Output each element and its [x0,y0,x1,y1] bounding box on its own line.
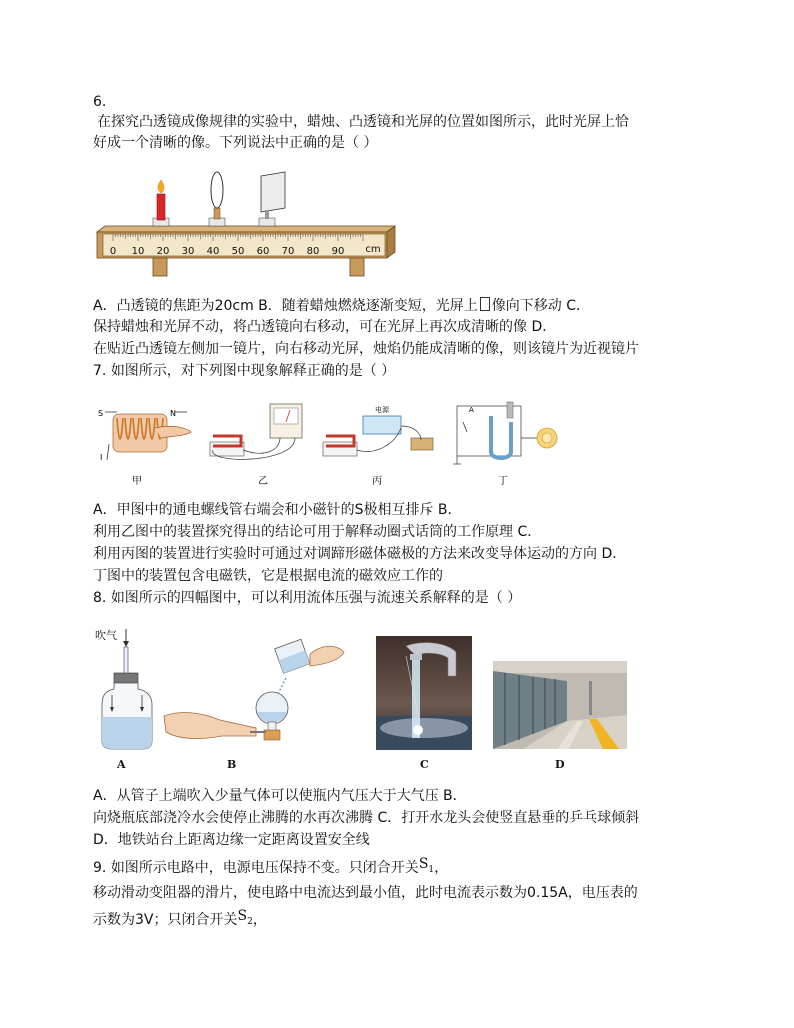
q9-stem-line3-text: 示数为3V；只闭合开关 [93,912,238,928]
q6-stem-line2: 好成一个清晰的像。下列说法中正确的是（ ） [93,135,378,151]
ruler-label-20: 20 [156,246,170,257]
bench-leg-right [350,258,364,276]
q8-stem [93,588,521,608]
power-supply-label: 电源 [375,406,389,414]
q6-options-line1-a: A．凸透镜的焦距为20cm B．随着蜡烛燃烧逐渐变短，光屏上 [93,298,478,314]
q8-figure-c-faucet-photo [376,636,472,750]
q6-options-line2: 保持蜡烛和光屏不动，将凸透镜向右移动，可在光屏上再次成清晰的像 D． [93,319,557,335]
q6-optical-bench-figure [95,170,405,280]
bench-top [97,226,395,232]
jia-label-s: S [98,409,104,418]
q6-options-line1 [93,296,590,316]
fig-label-bing: 丙 [372,476,382,487]
fig-label-jia: 甲 [132,476,142,487]
q8-figure-b-flask [160,636,360,752]
ruler-label-60: 60 [256,246,270,257]
q8-options-line3: D．地铁站台上距离边缘一定距离设置安全线 [93,832,370,848]
q8-figure-d-subway-photo [493,661,627,749]
ruler-label-10: 10 [131,246,145,257]
ding-label-a: A [469,406,474,414]
q7-options-line1: A．甲图中的通电螺线管右端会和小磁针的S极相互排斥 B． [93,502,462,518]
fig-label-d: D [555,758,565,771]
q7-stem-text: 如图所示，对下列图中现象解释正确的是（ ） [110,363,396,379]
q9-switch-s2 [237,908,253,927]
q7-figures [95,398,565,490]
q7-number: 7. [93,363,107,379]
bench-leg-left [153,258,167,276]
q8-options-line1: A．从管子上端吹入少量气体可以使瓶内气压大于大气压 B． [93,788,467,804]
q9-stem-line1-text: 如图所示电路中，电源电压保持不变。只闭合开关 [110,860,419,876]
ruler-label-0: 0 [109,246,117,257]
q7-options-line2: 利用乙图中的装置探究得出的结论可用于解释动圈式话筒的工作原理 C． [93,524,542,540]
fig-label-a: A [117,758,126,771]
q9-s1-letter: S [418,856,429,872]
candle [153,180,169,226]
q9-stem-line3 [93,910,267,936]
q8-number: 8. [93,590,107,606]
ruler-label-40: 40 [206,246,220,257]
q7-options-line3: 利用丙图的装置进行实验时可通过对调蹄形磁体磁极的方法来改变导体运动的方向 D． [93,546,627,562]
convex-lens [209,172,225,226]
figure-yi-galvanometer [210,404,302,487]
q9-s2-letter: S [237,908,248,924]
fig-label-yi: 乙 [258,476,268,487]
q8-blow-label: 吹气 [95,629,117,642]
missing-glyph-icon [480,297,490,311]
q6-options-line1-b: 像向下移动 C． [491,298,591,314]
figure-ding-electromagnet [453,402,557,487]
q9-switch-s1 [418,856,435,875]
q6-stem-line1: 在探究凸透镜成像规律的实验中，蜡烛、凸透镜和光屏的位置如图所示，此时光屏上恰 [97,114,629,130]
figure-bing-motor [323,405,433,487]
q6-number: 6. [93,94,107,110]
q9-number: 9. [93,860,107,876]
q7-stem [93,361,395,381]
q8-stem-text: 如图所示的四幅图中，可以利用流体压强与流速关系解释的是（ ） [110,590,522,606]
ruler-label-cm: cm [365,244,381,255]
ruler-label-80: 80 [306,246,320,257]
flame [158,180,164,193]
q6-options-line3: 在贴近凸透镜左侧加一镜片，向右移动光屏，烛焰仍能成清晰的像，则该镜片为近视镜片 [93,341,639,357]
fig-label-ding: 丁 [498,476,508,487]
light-screen [259,172,285,226]
jia-label-i: I [100,453,103,462]
figure-jia-solenoid [98,409,191,487]
ruler-label-50: 50 [231,246,245,257]
q9-stem-line1-tail: ， [434,860,449,876]
ruler-label-70: 70 [281,246,295,257]
bench-end [387,226,395,258]
q8-figure-a-bottle [100,625,160,753]
q7-options-line4: 丁图中的装置包含电磁铁，它是根据电流的磁效应工作的 [93,568,443,584]
q9-s2-sub: 2 [247,916,253,927]
q9-stem-line2: 移动滑动变阻器的滑片，使电路中电流达到最小值，此时电流表示数为0.15A，电压表的 [93,885,638,901]
q8-options-line2: 向烧瓶底部浇冷水会使停止沸腾的水再次沸腾 C．打开水龙头会使竖直悬垂的乒乓球倾斜 [93,810,640,826]
ruler-label-90: 90 [331,246,345,257]
ruler-label-30: 30 [181,246,195,257]
fig-label-c: C [420,758,429,771]
q9-s1-sub: 1 [428,864,435,875]
jia-label-n: N [170,409,176,418]
q9-stem-line1 [93,858,448,884]
fig-label-b: B [227,758,237,771]
q9-stem-line3-tail: ， [252,912,267,928]
